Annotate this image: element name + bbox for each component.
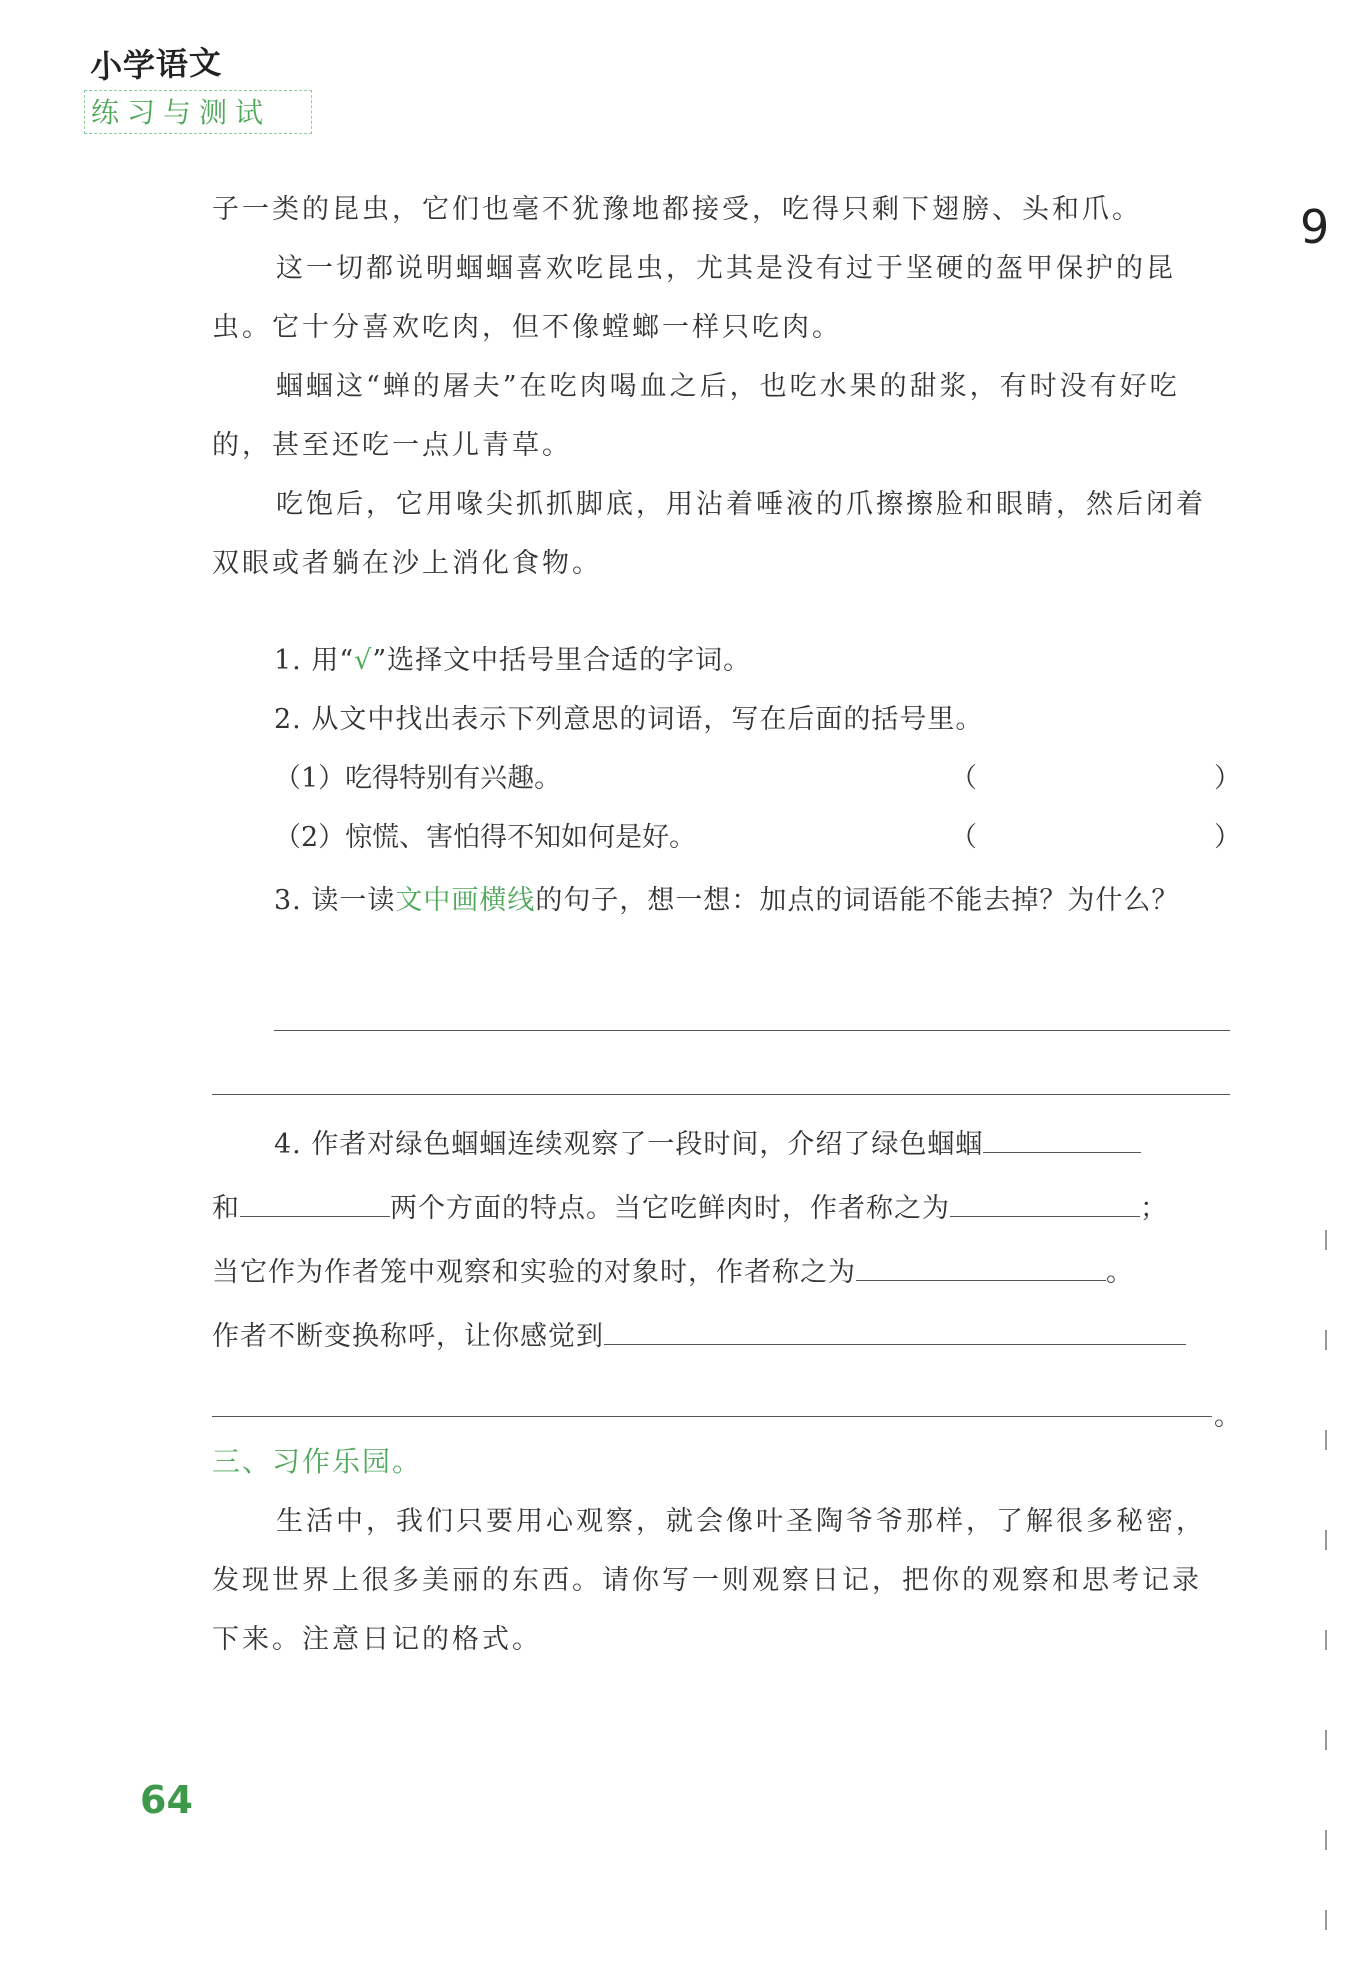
question-4-line-2 [212,1186,1230,1229]
book-title: 小学语文 [89,43,223,86]
question-4-part-3: 两个方面的特点。当它吃鲜肉时，作者称之为 [390,1193,950,1224]
passage-paragraph-3: 蝈蝈这“蝉的屠夫”在吃肉喝血之后，也吃水果的甜浆，有时没有好吃的，甚至还吃一点儿青草。 [212,371,1180,461]
question-4-line-1 [274,1122,1230,1165]
edge-mark [1325,1330,1327,1350]
edge-mark [1325,1430,1327,1450]
edge-mark [1325,1530,1327,1550]
passage-paragraph-4: 吃饱后，它用喙尖抓抓脚底，用沾着唾液的爪擦擦脸和眼睛，然后闭着双眼或者躺在沙上消化食物。 [212,489,1206,579]
passage [212,180,1230,593]
answer-line [212,1416,1212,1417]
answer-line [274,1030,1230,1031]
question-3-before: 3. 读一读 [274,885,396,916]
question-4-part-4: 当它作为作者笼中观察和实验的对象时，作者称之为 [212,1257,856,1288]
edge-mark [1325,1730,1327,1750]
question-2-item-2-text: （2）惊慌、害怕得不知如何是好。 [274,822,697,853]
question-4-part-2: 和 [212,1193,240,1224]
section-3-paragraph: 生活中，我们只要用心观察，就会像叶圣陶爷爷那样，了解很多秘密，发现世界上很多美丽的东西。请你写一则观察日记，把你的观察和思考记录下来。注意日记的格式。 [212,1506,1206,1655]
question-4-line-4 [212,1314,1230,1357]
question-4-part-3-end: ； [1140,1193,1168,1224]
answer-paren-open: （ [950,763,977,794]
question-1-before: 1. 用“ [274,645,355,676]
check-mark: √ [354,645,373,676]
answer-paren-close: ） [1214,763,1241,794]
question-3-highlight: 文中画横线 [395,885,536,916]
section-title: 三、习作乐园。 [212,1445,423,1478]
page-number: 64 [140,1778,193,1822]
question-1 [274,638,1230,677]
question-2: 2. 从文中找出表示下列意思的词语，写在后面的括号里。 [274,704,984,735]
passage-paragraph-2: 这一切都说明蝈蝈喜欢吃昆虫，尤其是没有过于坚硬的盔甲保护的昆虫。它十分喜欢吃肉，但不像螳螂一样只吃肉。 [212,253,1176,343]
question-1-after: ”选择文中括号里合适的字词。 [372,645,752,676]
fill-blank [604,1314,1186,1345]
book-subtitle: 练习与测试 [84,90,312,134]
corner-mark: 9 [1300,200,1330,254]
answer-paren-close: ） [1214,822,1241,853]
question-4-part-5: 作者不断变换称呼，让你感觉到 [212,1321,604,1352]
answer-line [212,1094,1230,1095]
question-2-item-1-text: （1）吃得特别有兴趣。 [274,763,562,794]
edge-mark [1325,1630,1327,1650]
question-3 [212,872,1230,930]
question-4-part-1: 4. 作者对绿色蝈蝈连续观察了一段时间，介绍了绿色蝈蝈 [274,1129,984,1160]
header [90,42,312,134]
question-3-after: 的句子，想一想：加点的词语能不能去掉？为什么？ [535,885,1180,916]
edge-mark [1325,1230,1327,1250]
question-4-line-3 [212,1250,1230,1293]
edge-mark [1325,1910,1327,1930]
section-3-body [212,1492,1230,1669]
question-4-part-4-end: 。 [1106,1257,1134,1288]
fill-blank [983,1122,1141,1153]
fill-blank [950,1186,1140,1217]
fill-blank [856,1250,1106,1281]
passage-paragraph-1: 子一类的昆虫，它们也毫不犹豫地都接受，吃得只剩下翅膀、头和爪。 [212,194,1142,225]
question-4-end-mark: 。 [1214,1401,1242,1432]
edge-mark [1325,1830,1327,1850]
answer-paren-open: （ [950,822,977,853]
fill-blank [240,1186,390,1217]
